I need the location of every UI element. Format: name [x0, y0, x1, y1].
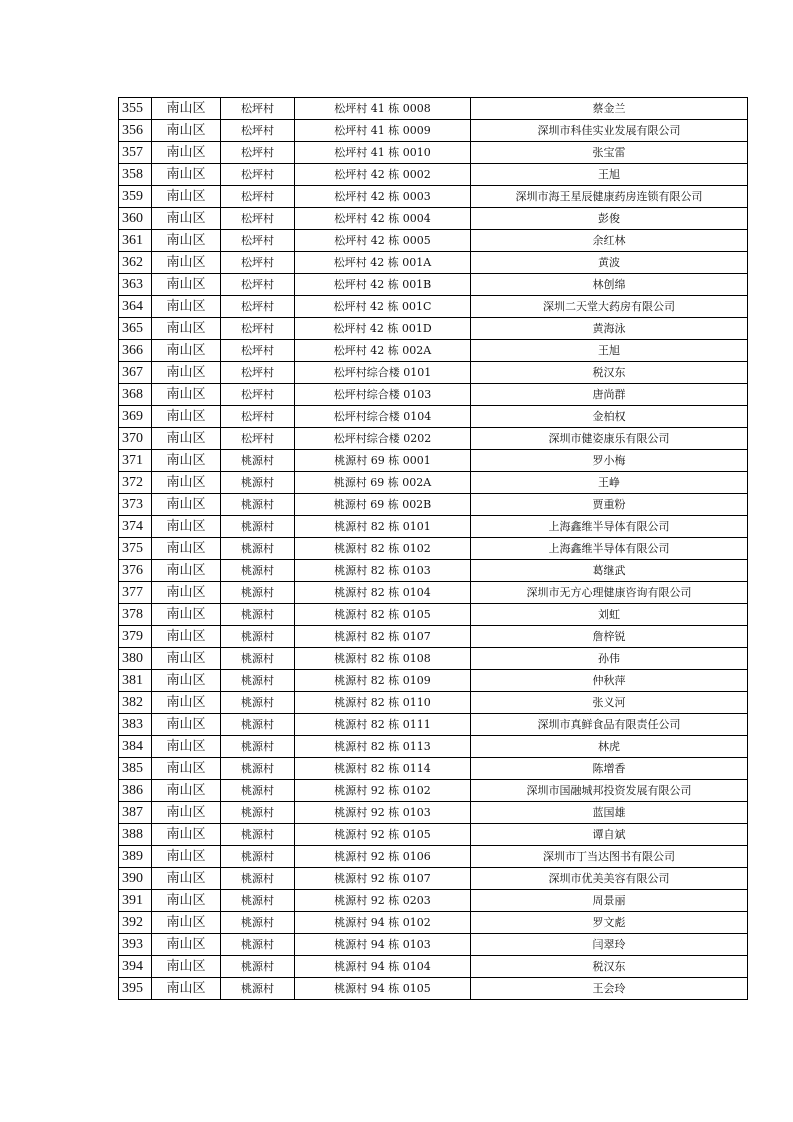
- district-cell: 南山区: [152, 230, 221, 252]
- row-number: 369: [119, 406, 152, 428]
- address-cell: 桃源村 92 栋 0103: [295, 802, 471, 824]
- row-number: 387: [119, 802, 152, 824]
- address-cell: 松坪村 42 栋 001B: [295, 274, 471, 296]
- row-number: 383: [119, 714, 152, 736]
- owner-cell: 税汉东: [471, 362, 748, 384]
- district-cell: 南山区: [152, 736, 221, 758]
- address-cell: 松坪村 42 栋 001C: [295, 296, 471, 318]
- table-row: [119, 648, 748, 670]
- address-cell: 松坪村 42 栋 0003: [295, 186, 471, 208]
- village-cell: 松坪村: [221, 428, 295, 450]
- owner-cell: 深圳市真鲜食品有限责任公司: [471, 714, 748, 736]
- row-number: 373: [119, 494, 152, 516]
- owner-cell: 王旭: [471, 164, 748, 186]
- owner-cell: 周景丽: [471, 890, 748, 912]
- district-cell: 南山区: [152, 494, 221, 516]
- village-cell: 桃源村: [221, 780, 295, 802]
- owner-cell: 蔡金兰: [471, 98, 748, 120]
- owner-cell: 王会玲: [471, 978, 748, 1000]
- owner-cell: 余红林: [471, 230, 748, 252]
- village-cell: 桃源村: [221, 692, 295, 714]
- address-cell: 松坪村 42 栋 001D: [295, 318, 471, 340]
- village-cell: 桃源村: [221, 626, 295, 648]
- district-cell: 南山区: [152, 670, 221, 692]
- table-row: [119, 384, 748, 406]
- row-number: 394: [119, 956, 152, 978]
- row-number: 361: [119, 230, 152, 252]
- row-number: 380: [119, 648, 152, 670]
- table-row: [119, 560, 748, 582]
- address-cell: 松坪村综合楼 0104: [295, 406, 471, 428]
- address-cell: 桃源村 92 栋 0102: [295, 780, 471, 802]
- row-number: 382: [119, 692, 152, 714]
- district-cell: 南山区: [152, 582, 221, 604]
- table-row: [119, 252, 748, 274]
- table-row: [119, 934, 748, 956]
- village-cell: 松坪村: [221, 186, 295, 208]
- district-cell: 南山区: [152, 186, 221, 208]
- address-cell: 桃源村 94 栋 0105: [295, 978, 471, 1000]
- row-number: 395: [119, 978, 152, 1000]
- district-cell: 南山区: [152, 208, 221, 230]
- address-cell: 松坪村综合楼 0101: [295, 362, 471, 384]
- district-cell: 南山区: [152, 142, 221, 164]
- owner-cell: 罗小梅: [471, 450, 748, 472]
- row-number: 356: [119, 120, 152, 142]
- district-cell: 南山区: [152, 472, 221, 494]
- owner-cell: 闫翠玲: [471, 934, 748, 956]
- district-cell: 南山区: [152, 934, 221, 956]
- district-cell: 南山区: [152, 626, 221, 648]
- table-row: [119, 802, 748, 824]
- owner-cell: 彭俊: [471, 208, 748, 230]
- village-cell: 桃源村: [221, 604, 295, 626]
- village-cell: 松坪村: [221, 164, 295, 186]
- address-cell: 松坪村 42 栋 0002: [295, 164, 471, 186]
- owner-cell: 林虎: [471, 736, 748, 758]
- village-cell: 桃源村: [221, 890, 295, 912]
- village-cell: 松坪村: [221, 318, 295, 340]
- district-cell: 南山区: [152, 758, 221, 780]
- village-cell: 松坪村: [221, 142, 295, 164]
- district-cell: 南山区: [152, 846, 221, 868]
- owner-cell: 唐尚群: [471, 384, 748, 406]
- owner-cell: 深圳二天堂大药房有限公司: [471, 296, 748, 318]
- village-cell: 桃源村: [221, 538, 295, 560]
- owner-cell: 罗文彪: [471, 912, 748, 934]
- address-cell: 桃源村 82 栋 0105: [295, 604, 471, 626]
- district-cell: 南山区: [152, 802, 221, 824]
- row-number: 392: [119, 912, 152, 934]
- row-number: 368: [119, 384, 152, 406]
- table-row: [119, 538, 748, 560]
- row-number: 378: [119, 604, 152, 626]
- address-cell: 桃源村 82 栋 0104: [295, 582, 471, 604]
- row-number: 374: [119, 516, 152, 538]
- district-cell: 南山区: [152, 340, 221, 362]
- village-cell: 松坪村: [221, 230, 295, 252]
- address-cell: 松坪村 41 栋 0009: [295, 120, 471, 142]
- row-number: 393: [119, 934, 152, 956]
- address-cell: 桃源村 92 栋 0107: [295, 868, 471, 890]
- owner-cell: 王旭: [471, 340, 748, 362]
- owner-cell: 金柏权: [471, 406, 748, 428]
- row-number: 375: [119, 538, 152, 560]
- address-cell: 松坪村 42 栋 001A: [295, 252, 471, 274]
- address-cell: 桃源村 82 栋 0110: [295, 692, 471, 714]
- table-row: [119, 626, 748, 648]
- district-cell: 南山区: [152, 868, 221, 890]
- table-row: [119, 472, 748, 494]
- district-cell: 南山区: [152, 560, 221, 582]
- row-number: 363: [119, 274, 152, 296]
- district-cell: 南山区: [152, 692, 221, 714]
- table-row: [119, 428, 748, 450]
- district-cell: 南山区: [152, 274, 221, 296]
- owner-cell: 上海鑫维半导体有限公司: [471, 538, 748, 560]
- table-row: [119, 120, 748, 142]
- address-cell: 桃源村 82 栋 0103: [295, 560, 471, 582]
- district-cell: 南山区: [152, 516, 221, 538]
- row-number: 355: [119, 98, 152, 120]
- owner-cell: 黄海泳: [471, 318, 748, 340]
- village-cell: 桃源村: [221, 868, 295, 890]
- table-row: [119, 868, 748, 890]
- district-cell: 南山区: [152, 956, 221, 978]
- village-cell: 松坪村: [221, 340, 295, 362]
- table-row: [119, 758, 748, 780]
- table-row: [119, 824, 748, 846]
- address-cell: 桃源村 82 栋 0113: [295, 736, 471, 758]
- row-number: 371: [119, 450, 152, 472]
- table-row: [119, 714, 748, 736]
- table-row: [119, 318, 748, 340]
- owner-cell: 深圳市健姿康乐有限公司: [471, 428, 748, 450]
- district-cell: 南山区: [152, 384, 221, 406]
- records-table-body: [119, 98, 748, 1000]
- village-cell: 松坪村: [221, 362, 295, 384]
- table-row: [119, 450, 748, 472]
- owner-cell: 深圳市无方心理健康咨询有限公司: [471, 582, 748, 604]
- district-cell: 南山区: [152, 714, 221, 736]
- row-number: 379: [119, 626, 152, 648]
- table-row: [119, 670, 748, 692]
- owner-cell: 深圳市国融城邦投资发展有限公司: [471, 780, 748, 802]
- row-number: 364: [119, 296, 152, 318]
- row-number: 370: [119, 428, 152, 450]
- village-cell: 桃源村: [221, 912, 295, 934]
- row-number: 388: [119, 824, 152, 846]
- village-cell: 桃源村: [221, 450, 295, 472]
- village-cell: 桃源村: [221, 758, 295, 780]
- district-cell: 南山区: [152, 912, 221, 934]
- address-cell: 松坪村 42 栋 0005: [295, 230, 471, 252]
- table-row: [119, 296, 748, 318]
- table-row: [119, 956, 748, 978]
- village-cell: 桃源村: [221, 802, 295, 824]
- owner-cell: 谭自斌: [471, 824, 748, 846]
- district-cell: 南山区: [152, 890, 221, 912]
- table-row: [119, 736, 748, 758]
- table-row: [119, 406, 748, 428]
- district-cell: 南山区: [152, 120, 221, 142]
- village-cell: 桃源村: [221, 934, 295, 956]
- table-row: [119, 780, 748, 802]
- row-number: 365: [119, 318, 152, 340]
- address-cell: 桃源村 82 栋 0102: [295, 538, 471, 560]
- address-cell: 桃源村 92 栋 0203: [295, 890, 471, 912]
- owner-cell: 张义河: [471, 692, 748, 714]
- address-cell: 桃源村 82 栋 0101: [295, 516, 471, 538]
- village-cell: 桃源村: [221, 714, 295, 736]
- village-cell: 桃源村: [221, 736, 295, 758]
- village-cell: 松坪村: [221, 208, 295, 230]
- owner-cell: 王峥: [471, 472, 748, 494]
- village-cell: 松坪村: [221, 296, 295, 318]
- table-row: [119, 208, 748, 230]
- row-number: 360: [119, 208, 152, 230]
- district-cell: 南山区: [152, 450, 221, 472]
- village-cell: 桃源村: [221, 978, 295, 1000]
- address-cell: 桃源村 94 栋 0102: [295, 912, 471, 934]
- table-row: [119, 142, 748, 164]
- district-cell: 南山区: [152, 98, 221, 120]
- owner-cell: 贾重粉: [471, 494, 748, 516]
- village-cell: 桃源村: [221, 472, 295, 494]
- village-cell: 松坪村: [221, 274, 295, 296]
- district-cell: 南山区: [152, 780, 221, 802]
- address-cell: 桃源村 82 栋 0111: [295, 714, 471, 736]
- row-number: 386: [119, 780, 152, 802]
- district-cell: 南山区: [152, 604, 221, 626]
- district-cell: 南山区: [152, 648, 221, 670]
- village-cell: 松坪村: [221, 120, 295, 142]
- district-cell: 南山区: [152, 428, 221, 450]
- owner-cell: 税汉东: [471, 956, 748, 978]
- owner-cell: 陈增香: [471, 758, 748, 780]
- address-cell: 桃源村 82 栋 0107: [295, 626, 471, 648]
- table-row: [119, 692, 748, 714]
- table-row: [119, 164, 748, 186]
- address-cell: 桃源村 94 栋 0103: [295, 934, 471, 956]
- village-cell: 桃源村: [221, 560, 295, 582]
- address-cell: 桃源村 69 栋 002B: [295, 494, 471, 516]
- address-cell: 桃源村 94 栋 0104: [295, 956, 471, 978]
- row-number: 391: [119, 890, 152, 912]
- row-number: 366: [119, 340, 152, 362]
- owner-cell: 孙伟: [471, 648, 748, 670]
- address-cell: 桃源村 92 栋 0105: [295, 824, 471, 846]
- village-cell: 桃源村: [221, 648, 295, 670]
- owner-cell: 深圳市丁当达图书有限公司: [471, 846, 748, 868]
- owner-cell: 上海鑫维半导体有限公司: [471, 516, 748, 538]
- records-table: [118, 97, 748, 1000]
- address-cell: 松坪村 41 栋 0008: [295, 98, 471, 120]
- table-row: [119, 362, 748, 384]
- village-cell: 桃源村: [221, 516, 295, 538]
- row-number: 357: [119, 142, 152, 164]
- row-number: 376: [119, 560, 152, 582]
- owner-cell: 黄波: [471, 252, 748, 274]
- village-cell: 松坪村: [221, 98, 295, 120]
- village-cell: 桃源村: [221, 956, 295, 978]
- village-cell: 桃源村: [221, 582, 295, 604]
- row-number: 385: [119, 758, 152, 780]
- district-cell: 南山区: [152, 296, 221, 318]
- table-row: [119, 274, 748, 296]
- row-number: 367: [119, 362, 152, 384]
- table-row: [119, 98, 748, 120]
- address-cell: 桃源村 69 栋 002A: [295, 472, 471, 494]
- row-number: 362: [119, 252, 152, 274]
- address-cell: 松坪村综合楼 0103: [295, 384, 471, 406]
- table-row: [119, 604, 748, 626]
- owner-cell: 张宝雷: [471, 142, 748, 164]
- village-cell: 松坪村: [221, 384, 295, 406]
- address-cell: 松坪村 42 栋 002A: [295, 340, 471, 362]
- row-number: 384: [119, 736, 152, 758]
- owner-cell: 林创绵: [471, 274, 748, 296]
- owner-cell: 詹梓锐: [471, 626, 748, 648]
- table-row: [119, 846, 748, 868]
- address-cell: 松坪村 41 栋 0010: [295, 142, 471, 164]
- district-cell: 南山区: [152, 318, 221, 340]
- district-cell: 南山区: [152, 406, 221, 428]
- row-number: 377: [119, 582, 152, 604]
- district-cell: 南山区: [152, 164, 221, 186]
- village-cell: 桃源村: [221, 846, 295, 868]
- row-number: 389: [119, 846, 152, 868]
- district-cell: 南山区: [152, 824, 221, 846]
- owner-cell: 深圳市优美美容有限公司: [471, 868, 748, 890]
- owner-cell: 深圳市科佳实业发展有限公司: [471, 120, 748, 142]
- table-row: [119, 494, 748, 516]
- owner-cell: 蓝国雄: [471, 802, 748, 824]
- row-number: 359: [119, 186, 152, 208]
- address-cell: 桃源村 92 栋 0106: [295, 846, 471, 868]
- address-cell: 桃源村 69 栋 0001: [295, 450, 471, 472]
- row-number: 372: [119, 472, 152, 494]
- table-row: [119, 890, 748, 912]
- address-cell: 桃源村 82 栋 0114: [295, 758, 471, 780]
- district-cell: 南山区: [152, 538, 221, 560]
- table-row: [119, 582, 748, 604]
- owner-cell: 深圳市海王星辰健康药房连锁有限公司: [471, 186, 748, 208]
- village-cell: 桃源村: [221, 670, 295, 692]
- village-cell: 桃源村: [221, 824, 295, 846]
- table-row: [119, 340, 748, 362]
- district-cell: 南山区: [152, 362, 221, 384]
- district-cell: 南山区: [152, 252, 221, 274]
- owner-cell: 葛继武: [471, 560, 748, 582]
- row-number: 390: [119, 868, 152, 890]
- village-cell: 松坪村: [221, 252, 295, 274]
- table-row: [119, 516, 748, 538]
- row-number: 358: [119, 164, 152, 186]
- address-cell: 松坪村 42 栋 0004: [295, 208, 471, 230]
- row-number: 381: [119, 670, 152, 692]
- owner-cell: 刘虹: [471, 604, 748, 626]
- owner-cell: 仲秋萍: [471, 670, 748, 692]
- address-cell: 桃源村 82 栋 0109: [295, 670, 471, 692]
- village-cell: 松坪村: [221, 406, 295, 428]
- table-row: [119, 978, 748, 1000]
- table-row: [119, 912, 748, 934]
- table-row: [119, 186, 748, 208]
- address-cell: 松坪村综合楼 0202: [295, 428, 471, 450]
- village-cell: 桃源村: [221, 494, 295, 516]
- table-row: [119, 230, 748, 252]
- address-cell: 桃源村 82 栋 0108: [295, 648, 471, 670]
- district-cell: 南山区: [152, 978, 221, 1000]
